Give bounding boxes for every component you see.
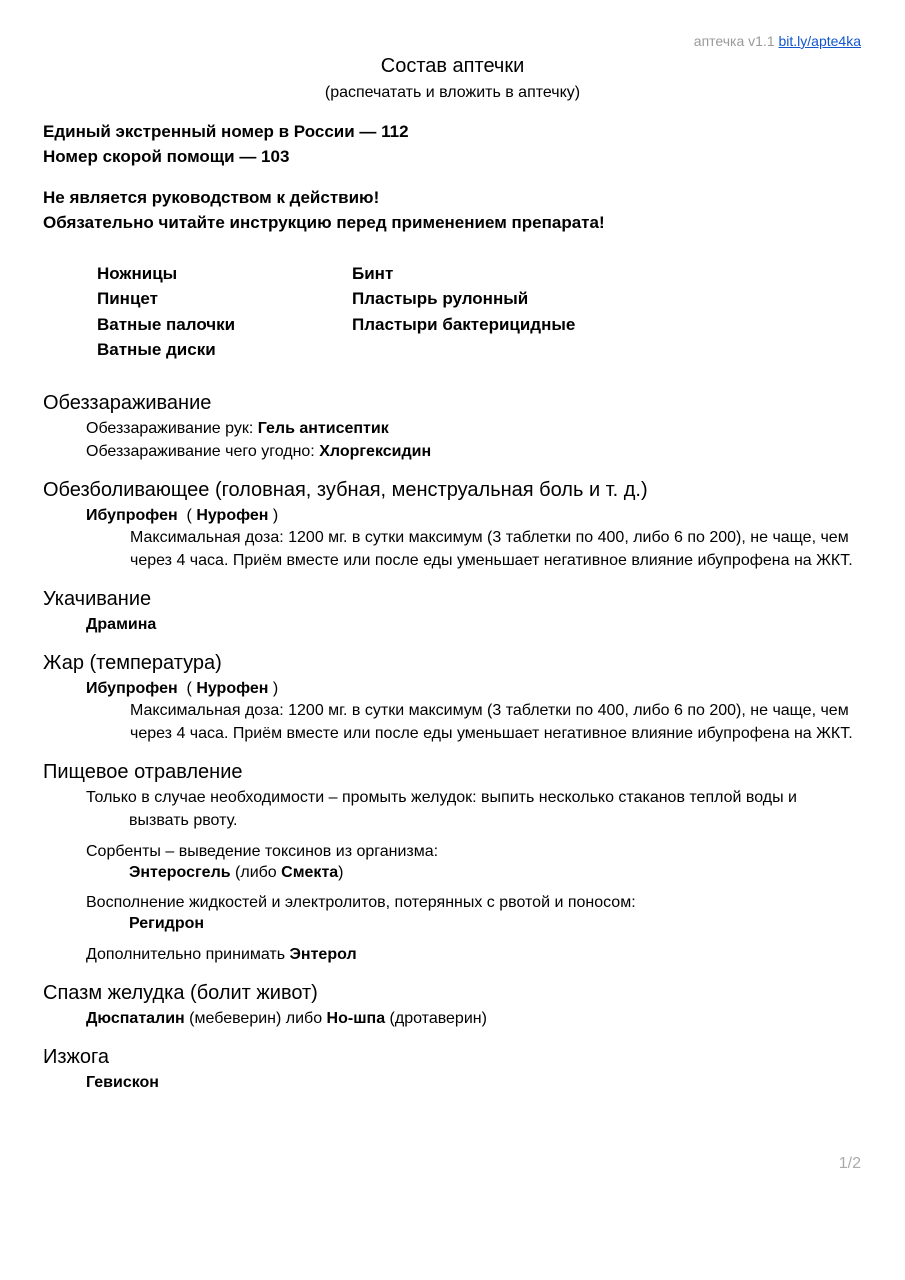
poisoning-step-3 [86, 892, 846, 913]
kit-item: Пинцет [97, 289, 158, 309]
label: Обеззараживание чего угодно: [86, 443, 320, 460]
section-poisoning [43, 758, 873, 966]
drug-name: Хлоргексидин [319, 443, 432, 460]
note: (мебеверин) либо [184, 1010, 327, 1027]
poisoning-step-1 [86, 786, 846, 832]
drug-name: Дюспаталин [86, 1010, 185, 1027]
section-motion [43, 585, 873, 636]
text-line: вызвать рвоту. [129, 812, 238, 829]
drug-name: Драмина [86, 616, 157, 633]
text-line: Только в случае необходимости – промыть желудок: выпить несколько стаканов теплой воды и [86, 789, 797, 806]
sorbent-drugs [129, 862, 873, 883]
poisoning-step-4 [86, 943, 873, 966]
emergency-numbers [43, 119, 409, 169]
drug-name: Гель антисептик [257, 420, 389, 437]
label: Обеззараживание рук: [86, 420, 258, 437]
section-heading: Укачивание [43, 588, 152, 610]
drug-name: Энтерол [289, 946, 357, 963]
dosage-note: Максимальная доза: 1200 мг. в сутки максимум (3 таблетки по 400, либо 6 по 200), не чаще, чем через 4 часа. Приём вместе или после еды уменьшает негативное влияние ибупрофена на ЖКТ. [130, 702, 853, 742]
section-heartburn [43, 1043, 873, 1094]
dosage-note: Максимальная доза: 1200 мг. в сутки максимум (3 таблетки по 400, либо 6 по 200), не чаще, чем через 4 часа. Приём вместе или после еды уменьшает негативное влияние ибупрофена на ЖКТ. [130, 529, 853, 569]
note: (либо [230, 864, 282, 881]
drug-name: Ибупрофен [86, 507, 178, 524]
emergency-line-103: Номер скорой помощи — 103 [43, 147, 290, 166]
kit-column-2 [352, 261, 575, 337]
pain-drug [86, 504, 873, 527]
page-title: Состав аптечки [380, 55, 525, 77]
motion-drug [86, 613, 873, 636]
warning-block [43, 185, 605, 235]
drug-name: Смекта [281, 864, 339, 881]
kit-item: Ватные палочки [97, 314, 236, 334]
section-heading: Обезболивающее (головная, зубная, менструальная боль и т. д.) [43, 479, 648, 501]
warning-line-2: Обязательно читайте инструкцию перед применением препарата! [43, 213, 605, 232]
paren: ) [268, 507, 279, 524]
disinfection-hands [86, 417, 873, 440]
kit-item: Бинт [352, 264, 394, 283]
text-line: Сорбенты – выведение токсинов из организма: [86, 843, 439, 860]
paren: ( [177, 507, 197, 524]
kit-column-1 [97, 261, 235, 362]
text-line: Восполнение жидкостей и электролитов, потерянных с рвотой и поносом: [86, 894, 636, 911]
drug-name: Гевискон [86, 1074, 159, 1091]
section-heading: Пищевое отравление [43, 761, 243, 783]
kit-item: Ножницы [97, 264, 178, 283]
section-fever [43, 649, 873, 745]
drug-name: Энтеросгель [129, 864, 231, 881]
drug-name: Ибупрофен [86, 680, 178, 697]
header-note [694, 33, 861, 49]
note: ) [338, 864, 344, 881]
brand-name: Нурофен [196, 680, 269, 697]
drug-name: Регидрон [129, 915, 205, 932]
section-heading: Спазм желудка (болит живот) [43, 982, 318, 1004]
sections [43, 389, 873, 1094]
page-subtitle: (распечатать и вложить в аптечку) [324, 84, 581, 101]
kit-item: Пластыри бактерицидные [352, 314, 576, 334]
emergency-line-112: Единый экстренный номер в России — 112 [43, 122, 409, 141]
drug-name: Но-шпа [326, 1010, 386, 1027]
poisoning-step-2 [86, 841, 846, 862]
section-disinfection [43, 389, 873, 463]
brand-name: Нурофен [196, 507, 269, 524]
section-spasm [43, 979, 873, 1030]
section-heading: Жар (температура) [43, 652, 222, 674]
label: Дополнительно принимать [86, 946, 290, 963]
note: (дротаверин) [385, 1010, 487, 1027]
paren: ) [268, 680, 279, 697]
kit-item: Ватные диски [97, 339, 216, 359]
section-pain [43, 476, 873, 572]
page-number: 1/2 [838, 1155, 861, 1172]
paren: ( [177, 680, 197, 697]
heartburn-drug [86, 1071, 873, 1094]
warning-line-1: Не является руководством к действию! [43, 188, 380, 207]
spasm-drugs [86, 1007, 873, 1030]
short-link[interactable]: bit.ly/apte4ka [778, 33, 861, 49]
fever-drug [86, 677, 873, 700]
kit-item: Пластырь рулонный [352, 289, 529, 309]
version-label: аптечка v1.1 [693, 33, 775, 49]
disinfection-any [86, 440, 873, 463]
section-heading: Изжога [43, 1046, 110, 1068]
section-heading: Обеззараживание [43, 392, 212, 414]
